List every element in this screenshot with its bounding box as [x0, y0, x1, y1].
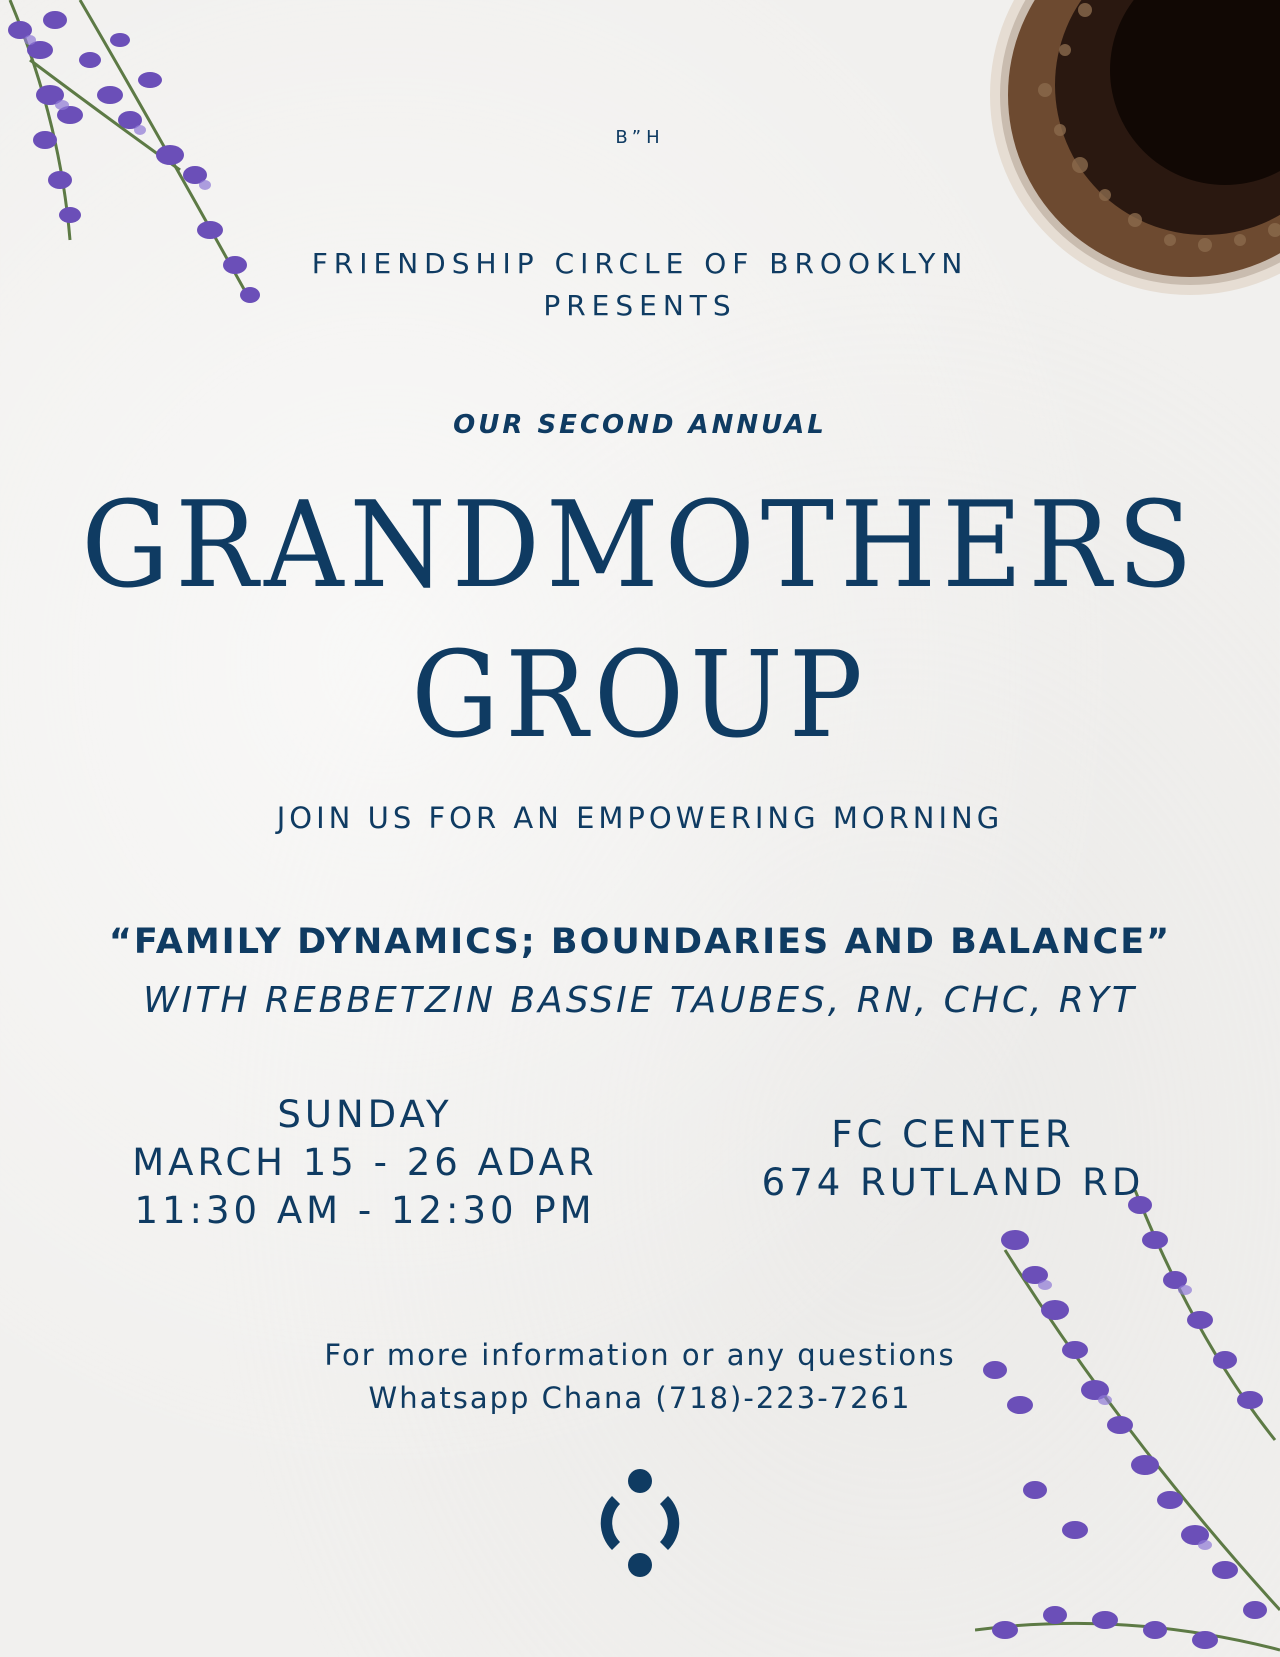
talk-topic: “FAMILY DYNAMICS; BOUNDARIES AND BALANCE” [108, 922, 1172, 962]
lavender-sprig-bottom-right-icon [975, 1190, 1280, 1657]
event-time: 11:30 AM - 12:30 PM [134, 1189, 596, 1232]
event-title [0, 470, 1280, 770]
event-where [728, 1111, 1178, 1207]
venue-address: 674 RUTLAND RD [761, 1161, 1145, 1204]
bh-header: B”H [615, 127, 665, 148]
event-date: MARCH 15 - 26 ADAR [132, 1141, 598, 1184]
title-line-2: GROUP [411, 625, 869, 765]
speaker-line: WITH REBBETZIN BASSIE TAUBES, RN, CHC, RYT [143, 980, 1137, 1021]
contact-info [0, 1334, 1280, 1420]
venue-name: FC CENTER [831, 1113, 1075, 1156]
contact-line-2: Whatsapp Chana (718)-223-7261 [368, 1381, 912, 1415]
presenter-line-1: FRIENDSHIP CIRCLE OF BROOKLYN [311, 247, 969, 280]
contact-line-1: For more information or any questions [324, 1338, 956, 1372]
event-subtitle: OUR SECOND ANNUAL [453, 410, 827, 440]
event-day: SUNDAY [277, 1093, 453, 1136]
event-when [115, 1091, 615, 1235]
invite-line: JOIN US FOR AN EMPOWERING MORNING [276, 801, 1004, 835]
friendship-circle-logo-icon [590, 1468, 690, 1578]
title-line-1: GRANDMOTHERS [81, 475, 1199, 615]
presenter-block [0, 243, 1280, 327]
presenter-line-2: PRESENTS [543, 289, 737, 322]
